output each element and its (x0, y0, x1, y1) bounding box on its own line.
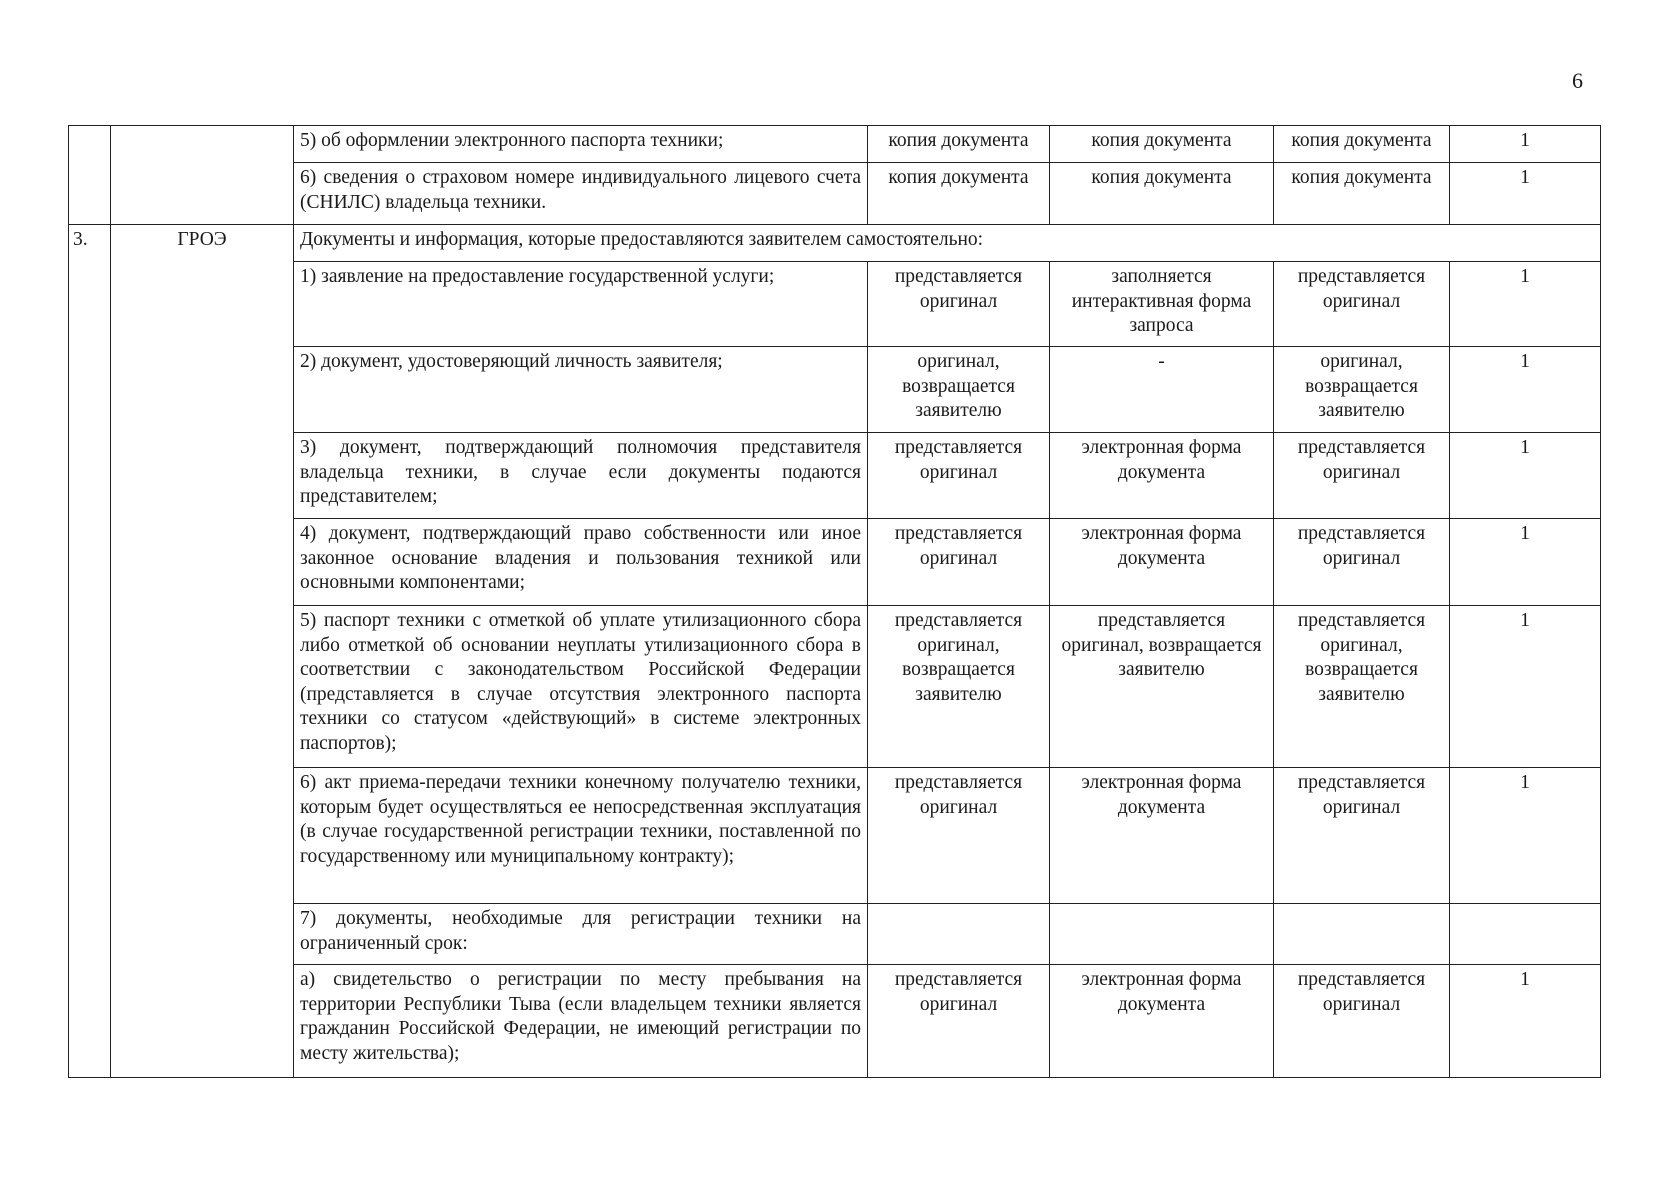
electronic-cell: представляется оригинал, возвращается заявителю (1050, 606, 1274, 768)
in-person-cell: представляется оригинал (868, 433, 1050, 519)
page-number: 6 (1572, 68, 1583, 93)
mfc-cell: оригинал, возвращается заявителю (1274, 347, 1450, 433)
document-cell: 7) документы, необходимые для регистрации техники на ограниченный срок: (294, 904, 868, 965)
in-person-cell: представляется оригинал, возвращается заявителю (868, 606, 1050, 768)
count-cell: 1 (1450, 768, 1601, 904)
table-row (69, 126, 1601, 163)
table-row (69, 433, 1601, 519)
section-number-cell: 3. (69, 225, 111, 1078)
documents-table (68, 125, 1601, 1078)
in-person-cell (868, 904, 1050, 965)
mfc-cell: представляется оригинал (1274, 519, 1450, 606)
mfc-cell: представляется оригинал (1274, 433, 1450, 519)
count-cell: 1 (1450, 519, 1601, 606)
table-row (69, 965, 1601, 1078)
electronic-cell: копия документа (1050, 126, 1274, 163)
electronic-cell: заполняется интерактивная форма запроса (1050, 262, 1274, 347)
document-cell: а) свидетельство о регистрации по месту пребывания на территории Республики Тыва (если владельцем техники является гражданин Российской Федерации, не имеющий регистрации по месту жительства); (294, 965, 868, 1078)
electronic-cell: электронная форма документа (1050, 965, 1274, 1078)
electronic-cell: - (1050, 347, 1274, 433)
table-row (69, 163, 1601, 225)
count-cell: 1 (1450, 163, 1601, 225)
service-name-cell (111, 163, 294, 225)
electronic-cell: электронная форма документа (1050, 433, 1274, 519)
row-number-cell (69, 126, 111, 163)
electronic-cell (1050, 904, 1274, 965)
count-cell: 1 (1450, 262, 1601, 347)
mfc-cell: копия документа (1274, 126, 1450, 163)
document-cell: 4) документ, подтверждающий право собственности или иное законное основание владения и пользования техникой или основными компонентами; (294, 519, 868, 606)
mfc-cell (1274, 904, 1450, 965)
count-cell: 1 (1450, 965, 1601, 1078)
in-person-cell: представляется оригинал (868, 768, 1050, 904)
in-person-cell: представляется оригинал (868, 965, 1050, 1078)
table-row (69, 347, 1601, 433)
mfc-cell: представляется оригинал (1274, 965, 1450, 1078)
section-header-row (69, 225, 1601, 262)
table-row (69, 606, 1601, 768)
table-row (69, 519, 1601, 606)
mfc-cell: представляется оригинал, возвращается заявителю (1274, 606, 1450, 768)
document-cell: 6) акт приема-передачи техники конечному получателю техники, которым будет осуществляться ее непосредственная эксплуатация (в случае государственной регистрации техники, поставленной по государственному или муниципальному контракту); (294, 768, 868, 904)
count-cell: 1 (1450, 126, 1601, 163)
table-row (69, 768, 1601, 904)
in-person-cell: представляется оригинал (868, 262, 1050, 347)
count-cell: 1 (1450, 606, 1601, 768)
service-name-cell (111, 126, 294, 163)
document-cell: 2) документ, удостоверяющий личность заявителя; (294, 347, 868, 433)
count-cell: 1 (1450, 433, 1601, 519)
document-cell: 3) документ, подтверждающий полномочия представителя владельца техники, в случае если документы подаются представителем; (294, 433, 868, 519)
document-cell: 5) паспорт техники с отметкой об уплате утилизационного сбора либо отметкой об основании неуплаты утилизационного сбора в соответствии с законодательством Российской Федерации (представляется в случае отсутствия электронного паспорта техники со статусом «действующий» в системе электронных паспортов); (294, 606, 868, 768)
table-row (69, 904, 1601, 965)
count-cell (1450, 904, 1601, 965)
section-name-cell: ГРОЭ (111, 225, 294, 1078)
mfc-cell: представляется оригинал (1274, 768, 1450, 904)
count-cell: 1 (1450, 347, 1601, 433)
in-person-cell: копия документа (868, 163, 1050, 225)
row-number-cell (69, 163, 111, 225)
electronic-cell: электронная форма документа (1050, 768, 1274, 904)
electronic-cell: электронная форма документа (1050, 519, 1274, 606)
mfc-cell: представляется оригинал (1274, 262, 1450, 347)
section-header: Документы и информация, которые предоставляются заявителем самостоятельно: (294, 225, 1601, 262)
document-cell: 5) об оформлении электронного паспорта техники; (294, 126, 868, 163)
in-person-cell: представляется оригинал (868, 519, 1050, 606)
document-cell: 1) заявление на предоставление государственной услуги; (294, 262, 868, 347)
in-person-cell: оригинал, возвращается заявителю (868, 347, 1050, 433)
document-cell: 6) сведения о страховом номере индивидуального лицевого счета (СНИЛС) владельца техники. (294, 163, 868, 225)
in-person-cell: копия документа (868, 126, 1050, 163)
table-row (69, 262, 1601, 347)
mfc-cell: копия документа (1274, 163, 1450, 225)
electronic-cell: копия документа (1050, 163, 1274, 225)
